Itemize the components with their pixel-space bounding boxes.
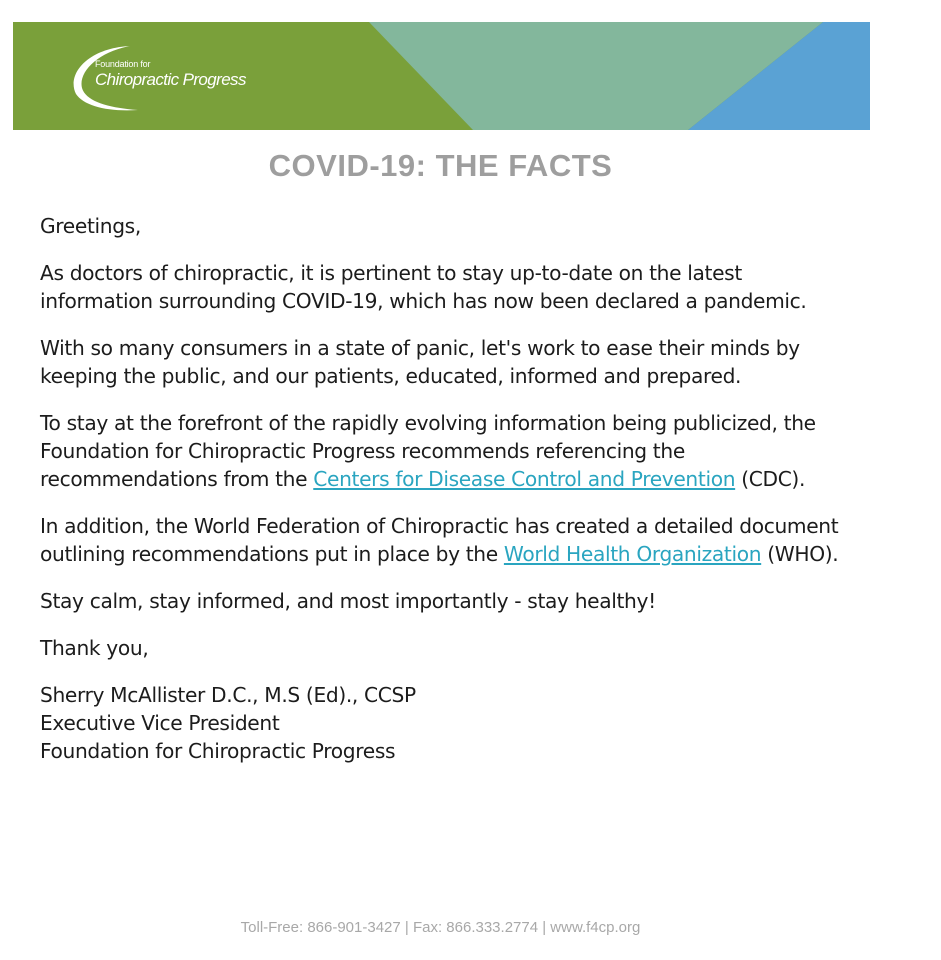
cdc-link[interactable]: Centers for Disease Control and Prevention xyxy=(313,467,736,491)
signature-name: Sherry McAllister D.C., M.S (Ed)., CCSP xyxy=(40,683,416,707)
signature-org: Foundation for Chiropractic Progress xyxy=(40,739,396,763)
logo-text-small: Foundation for xyxy=(95,59,151,69)
signature-block xyxy=(40,681,860,765)
closing: Thank you, xyxy=(40,636,149,660)
signature-role: Executive Vice President xyxy=(40,711,280,735)
greeting: Greetings, xyxy=(40,214,141,238)
paragraph-4: In addition, the World Federation of Chiropractic has created a detailed document outlining recommendations put in place by the World Health Organization (WHO). xyxy=(40,514,839,566)
paragraph-3: To stay at the forefront of the rapidly evolving information being publicized, the Foundation for Chiropractic Progress recommends referencing the recommendations from the Centers for Disease Control and Prevention (CDC). xyxy=(40,411,816,491)
page-title: COVID-19: THE FACTS xyxy=(268,148,613,183)
paragraph-1: As doctors of chiropractic, it is pertinent to stay up-to-date on the latest information surrounding COVID-19, which has now been declared a pandemic. xyxy=(40,261,807,313)
who-link[interactable]: World Health Organization xyxy=(503,542,762,566)
letter-body xyxy=(40,212,860,765)
paragraph-2: With so many consumers in a state of panic, let's work to ease their minds by keeping the public, and our patients, educated, informed and prepared. xyxy=(40,336,800,388)
footer-contact: Toll-Free: 866-901-3427 | Fax: 866.333.2774 | www.f4cp.org xyxy=(240,919,641,936)
paragraph-5: Stay calm, stay informed, and most importantly - stay healthy! xyxy=(40,589,656,613)
logo-text-main: Chiropractic Progress xyxy=(95,70,246,89)
